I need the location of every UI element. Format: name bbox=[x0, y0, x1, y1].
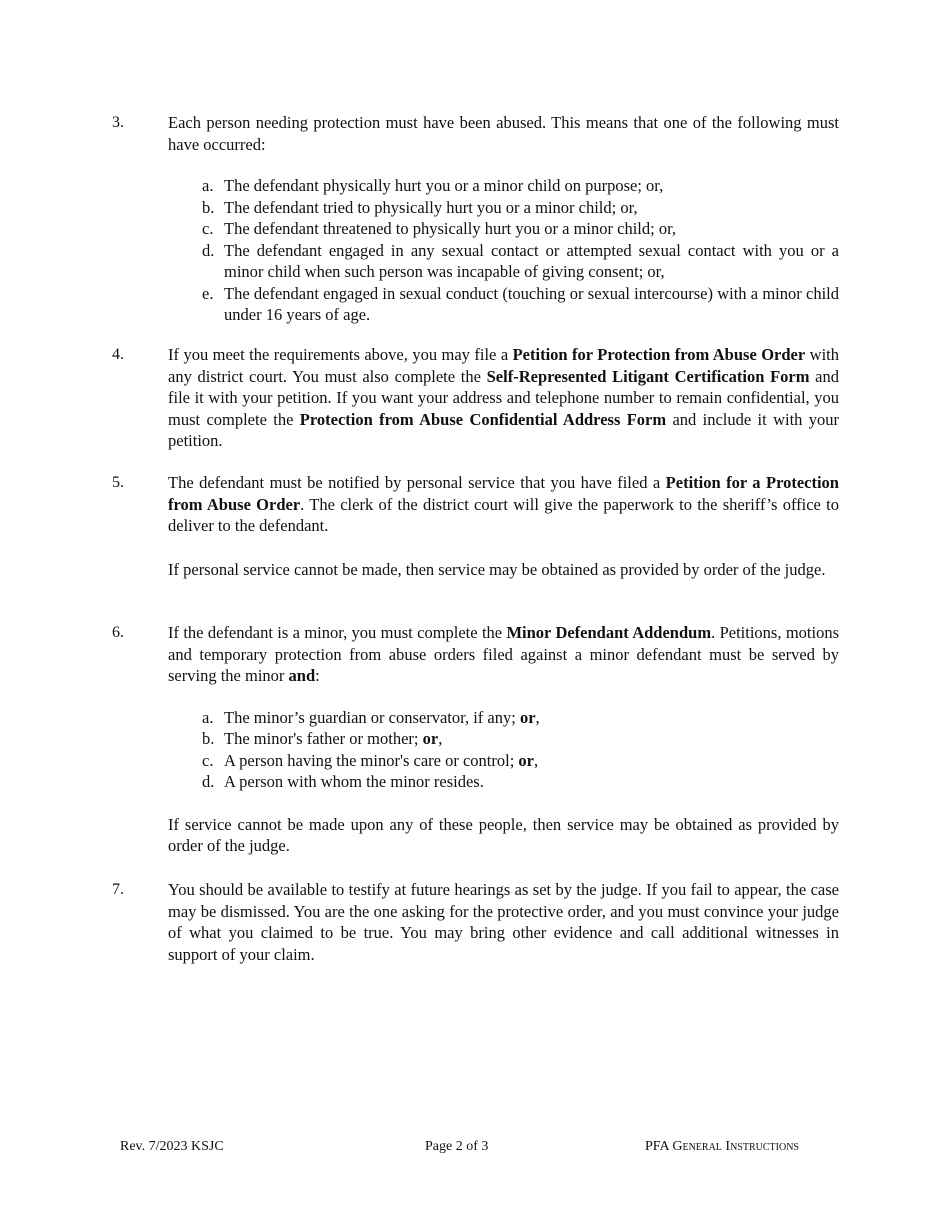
item-7-text: You should be available to testify at future hearings as set by the judge. If you fail to appear, the case may be dismissed. You are the one asking for the protective order, and you must convince your judge of what you claimed to be true. You may bring other evidence and call additional witnesses in support of your claim. bbox=[168, 880, 839, 964]
list-item: b. The minor's father or mother; or, bbox=[202, 729, 443, 748]
list-item: c. A person having the minor's care or control; or, bbox=[202, 750, 539, 770]
item-number: 4. bbox=[112, 346, 124, 363]
item-6-paragraph-2: If service cannot be made upon any of these people, then service may be obtained as provided by order of the judge. bbox=[168, 814, 839, 855]
footer-document-title: PFA General Instructions bbox=[645, 1139, 799, 1154]
list-item: a. The minor’s guardian or conservator, if any; or, bbox=[202, 707, 540, 727]
list-item: c. The defendant threatened to physically hurt you or a minor child; or, bbox=[202, 219, 677, 238]
list-item: e. The defendant engaged in sexual conduct (touching or sexual intercourse) with a minor child under 16 years of age. bbox=[202, 283, 839, 324]
service-recipients-list bbox=[168, 707, 839, 793]
abuse-criteria-list bbox=[168, 175, 839, 326]
form-name-petition: Petition for a Protection from Abuse Order bbox=[168, 473, 839, 514]
item-number: 7. bbox=[112, 881, 124, 898]
form-name-petition: Petition for Protection from Abuse Order bbox=[512, 345, 806, 364]
form-name-certification: Self-Represented Litigant Certification Form bbox=[486, 366, 810, 386]
form-name-confidential-address: Protection from Abuse Confidential Address Form bbox=[299, 409, 667, 429]
item-number: 3. bbox=[112, 114, 124, 131]
list-item: d. A person with whom the minor resides. bbox=[202, 772, 484, 791]
item-3-intro: Each person needing protection must have been abused. This means that one of the following must have occurred: bbox=[168, 113, 839, 154]
list-item: a. The defendant physically hurt you or a minor child on purpose; or, bbox=[202, 176, 664, 195]
item-4-text: If you meet the requirements above, you may file a Petition for Protection from Abuse Order with any district court. You must also complete the Self-Represented Litigant Certification Form and file it with your petition. If you want your address and telephone number to remain confidential, you must complete the Protection from Abuse Confidential Address Form and include it with your petition. bbox=[168, 345, 839, 450]
item-5-text: The defendant must be notified by personal service that you have filed a Petition for a Protection from Abuse Order. The clerk of the district court will give the paperwork to the sheriff’s office to deliver to the defendant. bbox=[168, 473, 839, 535]
item-number: 6. bbox=[112, 624, 124, 641]
item-number: 5. bbox=[112, 474, 124, 491]
item-6-text: If the defendant is a minor, you must complete the Minor Defendant Addendum. Petitions, motions and temporary protection from abuse orders filed against a minor defendant must be served by serving the minor and: bbox=[168, 623, 839, 685]
form-name-addendum: Minor Defendant Addendum bbox=[506, 623, 712, 642]
list-item: d. The defendant engaged in any sexual contact or attempted sexual contact with you or a minor child when such person was incapable of giving consent; or, bbox=[202, 240, 839, 281]
footer-revision: Rev. 7/2023 KSJC bbox=[120, 1139, 224, 1154]
item-5-paragraph-2: If personal service cannot be made, then service may be obtained as provided by order of the judge. bbox=[168, 559, 826, 579]
list-item: b. The defendant tried to physically hurt you or a minor child; or, bbox=[202, 197, 638, 217]
footer-page-number: Page 2 of 3 bbox=[425, 1139, 489, 1154]
